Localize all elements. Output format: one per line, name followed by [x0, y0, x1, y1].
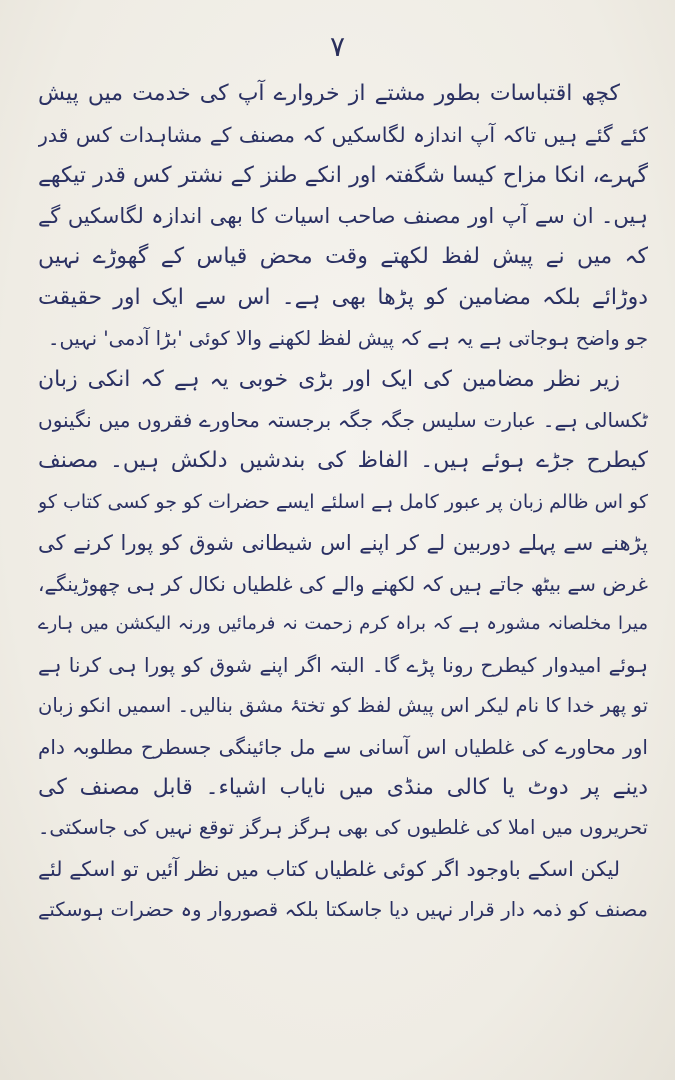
text-line: کئے گئے ہیں تاکہ آپ اندازہ لگاسکیں کہ مصنف کے مشاہدات کس قدر: [38, 122, 648, 147]
body-text: [38, 74, 648, 931]
text-line: گہرے، انکا مزاح کیسا شگفتہ اور انکے طنز کے نشتر کس قدر تیکھے: [38, 162, 648, 188]
page-number: ۷: [329, 30, 346, 63]
text-line: تحریروں میں املا کی غلطیوں کی بھی ہرگز ہرگز توقع نہیں کی جاسکتی۔: [38, 816, 648, 840]
text-line: دینے پر دوٹ یا کالی منڈی میں نایاب اشیاء۔ قابل مصنف کی: [38, 774, 648, 800]
text-line: کو اس ظالم زبان پر عبور کامل ہے اسلئے ایسے حضرات کو جو کسی کتاب کو: [38, 490, 648, 513]
text-line: اور محاورے کی غلطیاں اس آسانی سے مل جائینگی جسطرح مطلوبہ دام: [38, 734, 648, 759]
text-line: کہ میں نے پیش لفظ لکھتے وقت محض قیاس کے گھوڑے نہیں: [38, 244, 648, 270]
text-line: زیر نظر مضامین کی ایک اور بڑی خوبی یہ ہے کہ انکی زبان: [38, 366, 620, 392]
text-line: دوڑائے بلکہ مضامین کو پڑھا بھی ہے۔ اس سے ایک اور حقیقت: [38, 284, 648, 310]
text-line: پڑھنے سے پہلے دوربین لے کر اپنے اس شیطانی شوق کو پورا کرنے کی: [38, 530, 648, 555]
text-line: ہوئے امیدوار کیطرح رونا پڑے گا۔ البتہ اگر اپنے شوق کو پورا ہی کرنا ہے: [38, 653, 648, 678]
text-line: جو واضح ہوجاتی ہے یہ ہے کہ پیش لفظ لکھنے والا کوئی 'بڑا آدمی' نہیں۔: [48, 326, 648, 350]
text-line: میرا مخلصانہ مشورہ ہے کہ براہ کرم زحمت نہ فرمائیں ورنہ الیکشن میں ہارے: [38, 613, 648, 635]
text-line: ٹکسالی ہے۔ عبارت سلیس جگہ جگہ برجستہ محاورے فقروں میں نگینوں: [38, 408, 648, 433]
text-line: غرض سے بیٹھ جاتے ہیں کہ لکھنے والے کی غلطیاں نکال کر ہی چھوڑینگے،: [38, 571, 648, 596]
text-line: مصنف کو ذمہ دار قرار نہیں دیا جاسکتا بلکہ قصوروار وہ حضرات ہوسکتے: [38, 897, 648, 921]
text-line: ہیں۔ ان سے آپ اور مصنف صاحب اسیات کا بھی اندازہ لگاسکیں گے: [38, 204, 648, 229]
text-line: تو پھر خدا کا نام لیکر اس پیش لفظ کو تختۂ مشق بنالیں۔ اسمیں انکو زبان: [38, 693, 648, 717]
text-line: لیکن اسکے باوجود اگر کوئی غلطیاں کتاب میں نظر آئیں تو اسکے لئے: [38, 857, 620, 882]
text-line: کیطرح جڑے ہوئے ہیں۔ الفاظ کی بندشیں دلکش ہیں۔ مصنف: [38, 448, 648, 474]
text-line: کچھ اقتباسات بطور مشتے از خروارے آپ کی خدمت میں پیش: [38, 81, 620, 106]
